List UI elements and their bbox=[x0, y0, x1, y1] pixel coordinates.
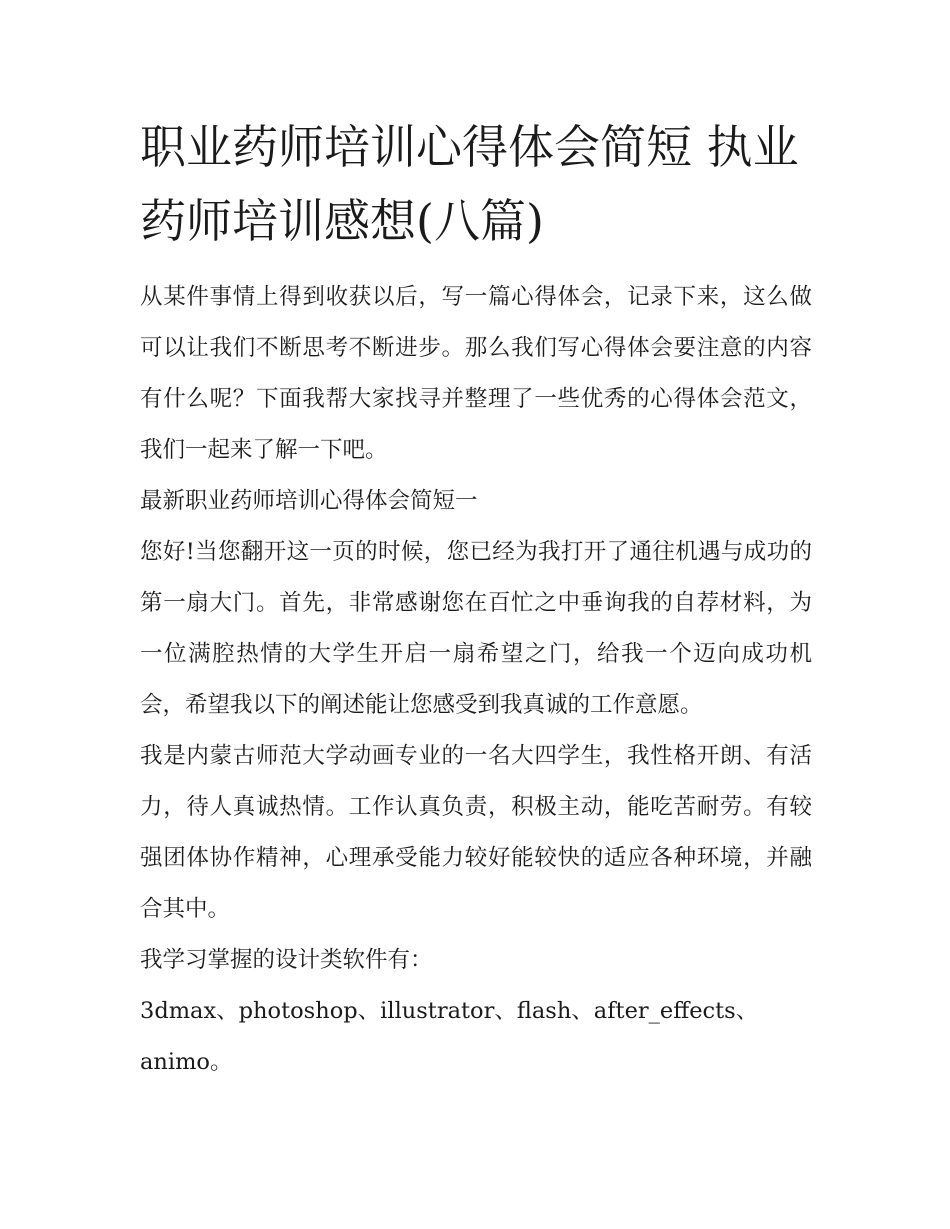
intro-paragraph: 从某件事情上得到收获以后，写一篇心得体会，记录下来，这么做可以让我们不断思考不断进步。那么我们写心得体会要注意的内容有什么呢？下面我帮大家找寻并整理了一些优秀的心得体会范文，我们一起来了解一下吧。 bbox=[140, 284, 812, 463]
greeting-paragraph: 您好!当您翻开这一页的时候，您已经为我打开了通往机遇与成功的第一扇大门。首先，非常感谢您在百忙之中垂询我的自荐材料，为一位满腔热情的大学生开启一扇希望之门，给我一个迈向成功机会，希望我以下的阐述能让您感受到我真诚的工作意愿。 bbox=[140, 539, 812, 718]
software-list-line: 3dmax、photoshop、illustrator、flash、after_effects、animo。 bbox=[140, 998, 759, 1075]
document-body bbox=[140, 110, 812, 1088]
self-introduction-paragraph: 我是内蒙古师范大学动画专业的一名大四学生，我性格开朗、有活力，待人真诚热情。工作认真负责，积极主动，能吃苦耐劳。有较强团体协作精神，心理承受能力较好能较快的适应各种环境，并融合其中。 bbox=[140, 743, 812, 922]
software-intro-line: 我学习掌握的设计类软件有： bbox=[140, 947, 433, 973]
section-heading: 最新职业药师培训心得体会简短一 bbox=[140, 488, 478, 514]
document-title: 职业药师培训心得体会简短 执业药师培训感想(八篇) bbox=[140, 120, 799, 248]
